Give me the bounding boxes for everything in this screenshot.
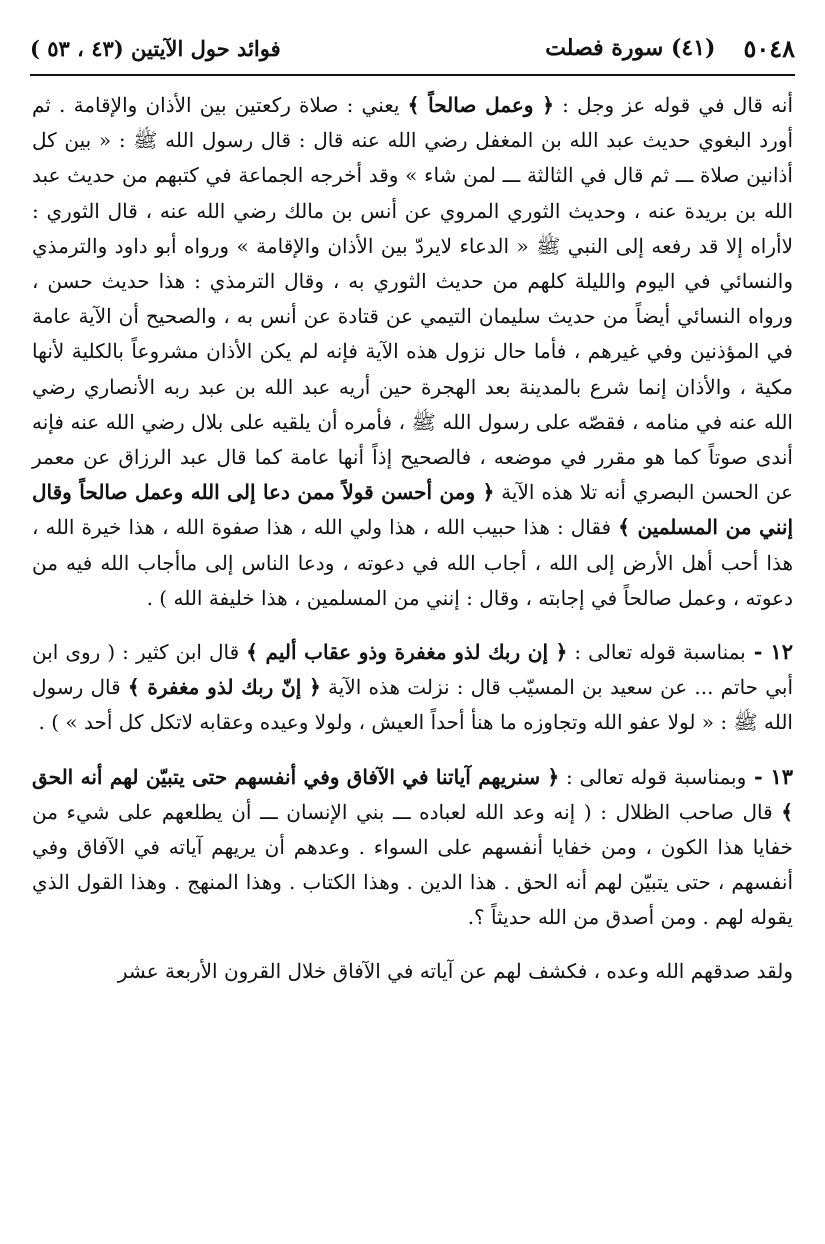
page-header <box>30 26 795 70</box>
text-segment: قال رسول الله ﷺ : « لولا عفو الله وتجاوزه ما هنأ أحداً العيش ، ولولا وعيده وعقابه لاتكل كل أحد » ) . <box>32 675 793 735</box>
text-segment: بمناسبة قوله تعالى : <box>567 640 746 665</box>
text-segment: أنه قال في قوله عز وجل : <box>553 93 793 117</box>
text-segment: ولقد صدقهم الله وعده ، فكشف لهم عن آياته في الآفاق خلال القرون الأربعة عشر <box>117 958 793 983</box>
quran-quote: ﴿ وعمل صالحاً ﴾ <box>407 93 554 117</box>
paragraph-continuation <box>32 954 793 989</box>
quran-quote: ﴿ إنّ ربك لذو مغفرة ﴾ <box>127 675 321 700</box>
quran-quote: ﴿ سنريهم آياتنا في الآفاق وفي أنفسهم حتى يتبيّن لهم أنه الحق ﴾ <box>32 764 793 824</box>
page-number: ٥٠٤٨ <box>743 33 795 63</box>
header-divider <box>30 74 795 76</box>
text-segment: قال ابن كثير : ( روى ابن أبي حاتم ... عن سعيد بن المسيّب قال : نزلت هذه الآية <box>32 640 794 700</box>
point-number: ١٣ - <box>746 763 794 789</box>
text-segment: قال صاحب الظلال : ( إنه وعد الله لعباده ـــ بني الإنسان ـــ أن يطلعهم على شيء من خفايا هذا الكون ، ومن خفايا أنفسهم على السواء . وعدهم أن يريهم آياته في الآفاق وفي أنفسهم ، حتى يتبيّن لهم أنه الحق . هذا الدين . وهذا الكتاب . وهذا المنهج . وهذا القول الذي يقوله لهم . ومن أصدق من الله حديثاً ؟. <box>32 799 793 930</box>
point-number: ١٢ - <box>745 639 793 665</box>
page-body <box>32 88 793 1224</box>
paragraph-point-12 <box>32 634 793 741</box>
quran-quote: ﴿ إن ربك لذو مغفرة وذو عقاب أليم ﴾ <box>246 640 568 665</box>
quran-quote: ﴿ ومن أحسن قولاً ممن دعا إلى الله وعمل صالحاً وقال إنني من المسلمين ﴾ <box>32 480 793 540</box>
section-title: فوائد حول الآيتين (٤٣ ، ٥٣ ) <box>30 35 281 61</box>
text-segment: يعني : صلاة ركعتين بين الأذان والإقامة . ثم أورد البغوي حديث عبد الله بن المغفل رضي الله عنه قال : قال رسول الله ﷺ : « بين كل أذانين صلاة ـــ ثم قال في الثالثة ـــ لمن شاء » وقد أخرجه الجماعة في كتبهم من حديث عبد الله بن بريدة عنه ، وحديث الثوري المروي عن أنس بن مالك رضي الله عنه ، قال الثوري : لاأراه إلا قد رفعه إلى النبي ﷺ « الدعاء لايردّ بين الأذان والإقامة » ورواه أبو داود والترمذي والنسائي في اليوم والليلة كلهم من حديث الثوري به ، وقال الترمذي : هذا حديث حسن ، ورواه النسائي أيضاً من حديث سليمان التيمي عن قتادة عن أنس به ، والصحيح أن الآية عامة في المؤذنين وفي غيرهم ، فأما حال نزول هذه الآية فإنه لم يكن الأذان مشروعاً بالكلية لأنها مكية ، والأذان إنما شرع بالمدينة بعد الهجرة حين أريه عبد الله بن عبد ربه الأنصاري رضي الله عنه في منامه ، فقصّه على رسول الله ﷺ ، فأمره أن يلقيه على بلال رضي الله عنه فإنه أندى صوتاً كما هو مقرر في موضعه ، فالصحيح إذاً أنها عامة كما قال عبد الرزاق عن معمر عن الحسن البصري أنه تلا هذه الآية <box>32 93 794 505</box>
paragraph-point-13 <box>32 759 793 936</box>
paragraph-hadith-commentary <box>32 88 793 616</box>
surah-title: (٤١) سورة فصلت <box>545 35 716 61</box>
text-segment: وبمناسبة قوله تعالى : <box>559 764 747 789</box>
header-right-group <box>545 34 795 63</box>
text-segment: فقال : هذا حبيب الله ، هذا ولي الله ، هذا صفوة الله ، هذا خيرة الله ، هذا أحب أهل الأرض إلى الله ، أجاب الله في دعوته ، ودعا الناس إلى ماأجاب الله فيه من دعوته ، وعمل صالحاً في إجابته ، وقال : إنني من المسلمين ، هذا خليفة الله ) . <box>32 515 793 610</box>
